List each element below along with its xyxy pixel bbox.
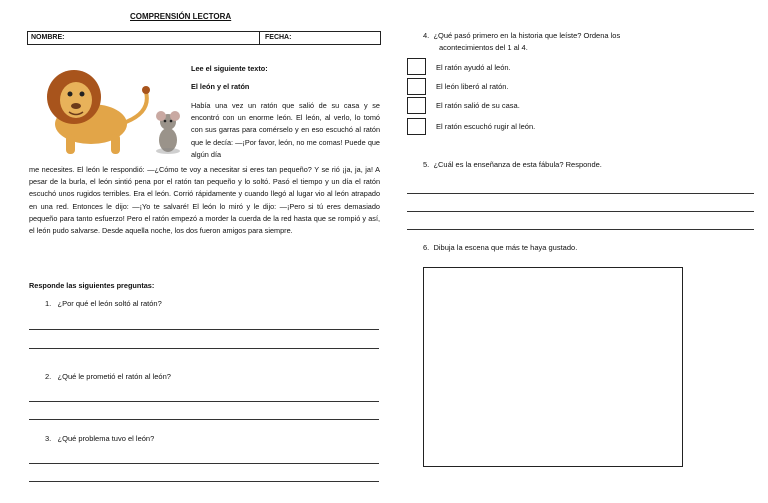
name-date-box [27,31,381,45]
question-3: 3. ¿Qué problema tuvo el león? [45,434,155,443]
questions-intro: Responde las siguientes preguntas: [29,281,155,290]
answer-line[interactable] [29,419,379,420]
answer-line[interactable] [407,193,754,194]
date-field[interactable]: FECHA: [265,34,292,41]
question-4-continued: acontecimientos del 1 al 4. [439,43,528,52]
question-4: 4. ¿Qué pasó primero en la historia que leíste? Ordena los [423,31,621,40]
question-5: 5. ¿Cuál es la enseñanza de esta fábula? Responde. [423,160,602,169]
order-item: El ratón salió de su casa. [436,101,520,110]
drawing-area[interactable] [423,267,683,467]
order-item: El ratón escuchó rugir al león. [436,122,536,131]
question-1: 1. ¿Por qué el león soltó al ratón? [45,299,162,308]
order-item: El ratón ayudó al león. [436,63,511,72]
story-paragraph-full: me necesites. El león le respondió: —¿Cómo te voy a necesitar si eres tan pequeño? Y se rió ¡ja, ja, ja! A pesar de la burla, el león sintió pena por el ratón tan pequeño y lo soltó. Pasó el tiempo y un día el ratón escuchó unos rugidos terribles. Era el león. Corrió rápidamente y cuando llegó al lugar vio al león atrapado en una red. Entonces le dijo: —¡Yo te salvaré! El león lo miró y le dijo: —¡Pero si tú eres demasiado pequeño para tanto esfuerzo! Pero el ratón empezó a morder la cuerda de la red hasta que se rompió y así, el león pudo salvarse. Desde aquella noche, los dos fueron amigos para siempre. [29,165,380,236]
divider [259,32,260,44]
story-paragraph-side: Había una vez un ratón que salió de su casa y se encontró con un enorme león. El león, al verlo, lo tomó con sus garras para comérselo y en eso escuchó al ratón que le decía: —¡Por favor, león, no me comas! Puede que algún día [191,101,380,159]
question-2: 2. ¿Qué le prometió el ratón al león? [45,372,171,381]
order-checkbox[interactable] [407,97,426,114]
order-checkbox[interactable] [407,118,426,135]
name-field[interactable]: NOMBRE: [31,34,65,41]
lion-and-mouse-illustration [26,62,186,157]
story-heading: El león y el ratón [191,82,250,91]
order-item: El león liberó al ratón. [436,82,509,91]
question-6: 6. Dibuja la escena que más te haya gustado. [423,243,578,252]
answer-line[interactable] [29,401,379,402]
answer-line[interactable] [29,463,379,464]
answer-line[interactable] [29,348,379,349]
answer-line[interactable] [29,329,379,330]
answer-line[interactable] [407,211,754,212]
order-checkbox[interactable] [407,58,426,75]
answer-line[interactable] [407,229,754,230]
order-checkbox[interactable] [407,78,426,95]
story-intro: Lee el siguiente texto: [191,64,268,73]
answer-line[interactable] [29,481,379,482]
page-title: COMPRENSIÓN LECTORA [130,12,232,21]
